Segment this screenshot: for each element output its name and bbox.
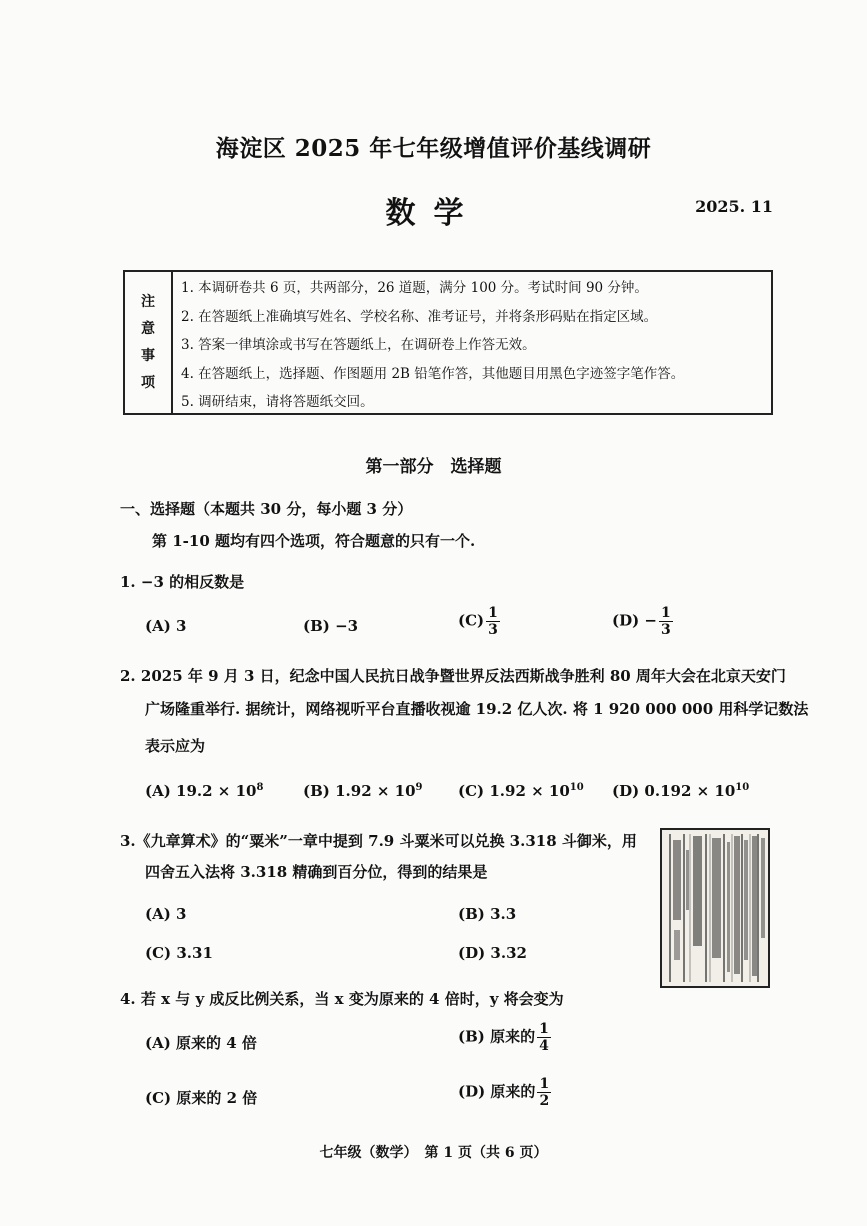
numerator: 1 [661,605,671,621]
q4-option-d [458,1077,551,1108]
q4-option-b [458,1022,551,1053]
denominator: 4 [539,1038,549,1054]
exam-date: 2025. 11 [695,197,773,216]
question-4-stem: 4. 若 x 与 y 成反比例关系，当 x 变为原来的 4 倍时，y 将会变为 [120,990,564,1008]
numerator: 1 [539,1076,550,1092]
notice-item: 5. 调研结束，请将答题纸交回。 [181,394,374,411]
part-title: 第一部分 选择题 [365,457,502,477]
q2-option-d [612,782,749,800]
fraction [537,1077,551,1108]
exponent: 8 [256,782,264,793]
exponent: 10 [569,782,584,793]
q2-option-a-base: (A) 19.2 × 10 [145,782,257,800]
q1-option-c [458,606,500,637]
q3-option-d: (D) 3.32 [458,944,527,962]
page-footer: 七年级（数学） 第 1 页（共 6 页） [319,1145,548,1161]
question-2-line-2: 广场隆重举行. 据统计，网络视听平台直播收视逾 19.2 亿人次. 将 1 920 000 000 用科学记数法 [145,700,809,718]
notice-item: 3. 答案一律填涂或书写在答题纸上，在调研卷上作答无效。 [181,337,536,354]
notice-item: 2. 在答题纸上准确填写姓名、学校名称、准考证号，并将条形码贴在指定区域。 [181,308,658,325]
q2-option-c [458,782,584,800]
q3-option-a: (A) 3 [145,905,187,923]
notice-item: 1. 本调研卷共 6 页，共两部分，26 道题，满分 100 分。考试时间 90 分钟。 [181,280,648,296]
q4-option-b-prefix: (B) 原来的 [458,1027,536,1046]
question-3-line-2: 四舍五入法将 3.318 精确到百分位，得到的结果是 [145,863,488,881]
notice-items [173,272,771,413]
q4-option-c: (C) 原来的 2 倍 [145,1089,258,1107]
q2-option-b-base: (B) 1.92 × 10 [303,782,416,800]
question-1-stem: 1. −3 的相反数是 [120,573,245,591]
q2-option-a [145,782,263,800]
fraction [659,606,673,637]
q1-option-b: (B) −3 [303,617,359,635]
exam-title: 海淀区 2025 年七年级增值评价基线调研 [215,135,652,162]
denominator: 3 [488,622,498,638]
ancient-text-illustration [662,830,768,986]
subject-title: 数学 [385,196,482,231]
q2-option-d-base: (D) 0.192 × 10 [612,782,736,800]
q1-option-d-prefix: (D) − [612,611,657,630]
question-2-line-1: 2. 2025 年 9 月 3 日，纪念中国人民抗日战争暨世界反法西斯战争胜利 80 周年大会在北京天安门 [120,667,786,685]
q1-option-a: (A) 3 [145,617,187,635]
q1-option-d [612,606,673,637]
ancient-book-image [660,828,770,988]
exponent: 10 [735,782,750,793]
question-3-line-1: 3.《九章算术》的“粟米”一章中提到 7.9 斗粟米可以兑换 3.318 斗御米，用 [120,832,637,850]
fraction [486,606,500,637]
q2-option-c-base: (C) 1.92 × 10 [458,782,570,800]
section-heading: 一、选择题（本题共 30 分，每小题 3 分） [120,500,413,518]
numerator: 1 [488,605,498,621]
q3-option-b: (B) 3.3 [458,905,517,923]
notice-box [123,270,773,415]
notice-label [125,272,173,413]
notice-label-char: 事 [141,347,155,364]
q4-option-d-prefix: (D) 原来的 [458,1082,536,1101]
notice-label-char: 意 [141,320,155,337]
notice-label-char: 项 [141,374,155,391]
denominator: 3 [661,622,671,638]
fraction [537,1022,551,1053]
q3-option-c: (C) 3.31 [145,944,213,962]
exponent: 9 [415,782,423,793]
numerator: 1 [539,1021,549,1037]
notice-label-char: 注 [141,293,155,310]
notice-item: 4. 在答题纸上，选择题、作图题用 2B 铅笔作答，其他题目用黑色字迹签字笔作答。 [181,365,685,382]
q4-option-a: (A) 原来的 4 倍 [145,1034,257,1052]
question-2-line-3: 表示应为 [145,737,206,755]
section-note: 第 1-10 题均有四个选项，符合题意的只有一个. [152,532,476,550]
q2-option-b [303,782,422,800]
q1-option-c-prefix: (C) [458,611,485,630]
denominator: 2 [539,1093,550,1109]
